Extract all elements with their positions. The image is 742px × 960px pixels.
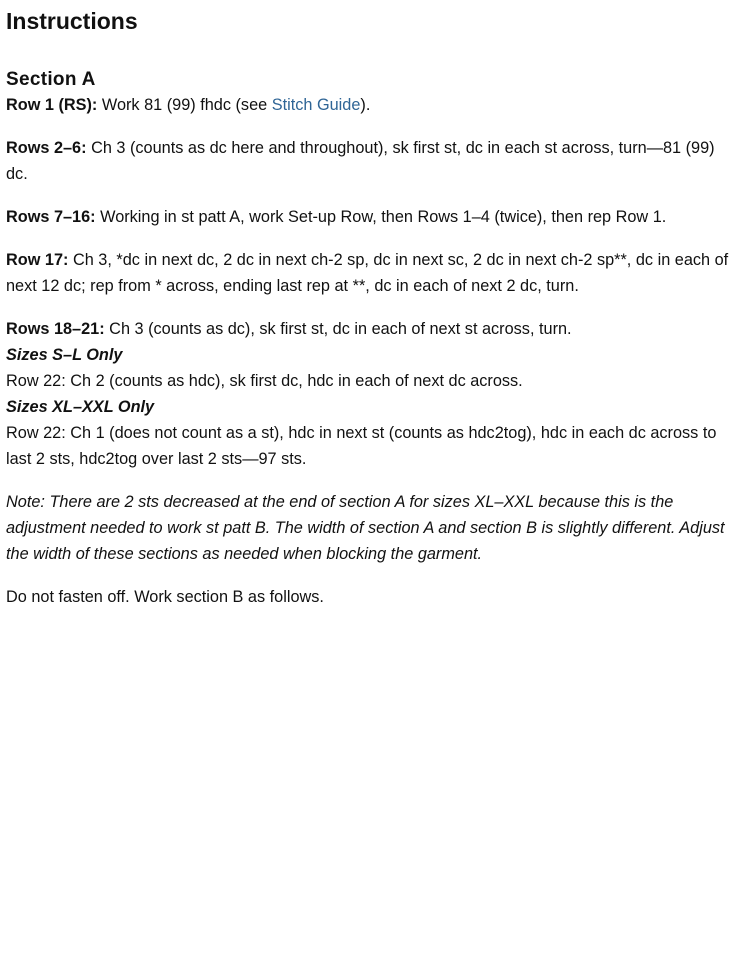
sizes-xl-xxl-row-22: Row 22: Ch 1 (does not count as a st), hdc in next st (counts as hdc2tog), hdc in each dc across to last 2 sts, hdc2tog over last 2 sts—97 sts. bbox=[6, 424, 717, 468]
page-title: Instructions bbox=[6, 8, 138, 34]
closing-instruction: Do not fasten off. Work section B as follows. bbox=[6, 588, 324, 606]
rows-18-21-text: Ch 3 (counts as dc), sk first st, dc in each of next st across, turn. bbox=[104, 320, 572, 338]
row-1-instruction bbox=[6, 92, 734, 118]
section-a-heading: Section A bbox=[6, 69, 96, 90]
row-1-text-after: ). bbox=[360, 96, 371, 114]
row-17-text: Ch 3, *dc in next dc, 2 dc in next ch-2 sp, dc in next sc, 2 dc in next ch-2 sp**, dc in each of next 12 dc; rep from * across, ending last rep at **, dc in each of next 2 dc, turn. bbox=[6, 251, 729, 295]
rows-7-16-text: Working in st patt A, work Set-up Row, then Rows 1–4 (twice), then rep Row 1. bbox=[95, 208, 667, 226]
rows-7-16-label: Rows 7–16: bbox=[6, 208, 96, 226]
note-paragraph: Note: There are 2 sts decreased at the end of section A for sizes XL–XXL because this is the adjustment needed to work st patt B. The width of section A and section B is slightly different. Adjust the width of these sections as needed when blocking the garment. bbox=[6, 493, 725, 563]
row-1-label: Row 1 (RS): bbox=[6, 96, 98, 114]
sizes-s-l-row-22: Row 22: Ch 2 (counts as hdc), sk first dc, hdc in each of next dc across. bbox=[6, 372, 523, 390]
rows-2-6-text: Ch 3 (counts as dc here and throughout), sk first st, dc in each st across, turn—81 (99) dc. bbox=[6, 139, 715, 183]
rows-18-21-instruction bbox=[6, 316, 734, 342]
row-1-text-before: Work 81 (99) fhdc (see bbox=[97, 96, 272, 114]
rows-2-6-instruction bbox=[6, 135, 734, 187]
row-17-instruction bbox=[6, 247, 734, 299]
row-17-label: Row 17: bbox=[6, 251, 69, 269]
stitch-guide-link[interactable]: Stitch Guide bbox=[271, 96, 361, 114]
rows-7-16-instruction bbox=[6, 204, 734, 230]
sizes-xl-xxl-heading: Sizes XL–XXL Only bbox=[6, 398, 155, 416]
rows-18-21-label: Rows 18–21: bbox=[6, 320, 105, 338]
sizes-s-l-heading: Sizes S–L Only bbox=[6, 346, 123, 364]
rows-2-6-label: Rows 2–6: bbox=[6, 139, 87, 157]
